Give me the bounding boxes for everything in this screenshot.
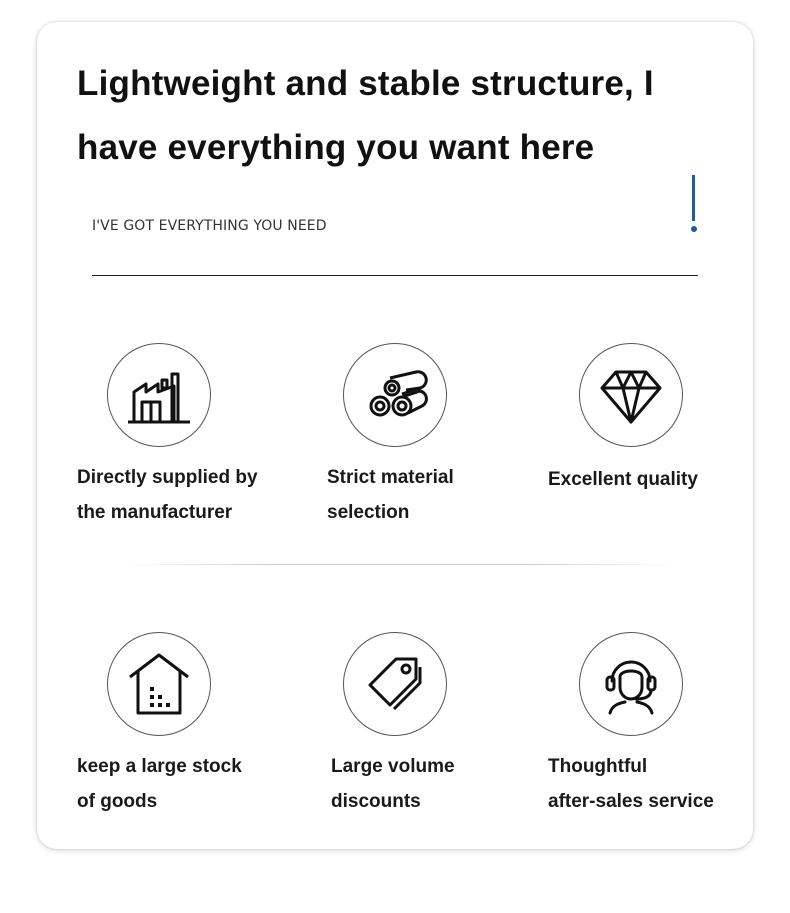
section-divider xyxy=(120,564,680,565)
headline-line-1: Lightweight and stable structure, I xyxy=(77,64,654,103)
diamond-icon xyxy=(579,343,683,447)
accent-exclamation-bar xyxy=(692,175,695,221)
subtitle: I'VE GOT EVERYTHING YOU NEED xyxy=(92,218,327,234)
feature-label-4: keep a large stock of goods xyxy=(77,756,242,812)
accent-exclamation-dot xyxy=(691,226,697,232)
feature-label-5: Large volume discounts xyxy=(331,756,455,812)
feature-label-3: Excellent quality xyxy=(548,469,698,490)
price-tag-icon xyxy=(343,632,447,736)
factory-icon xyxy=(107,343,211,447)
feature-label-1: Directly supplied by the manufacturer xyxy=(77,467,258,523)
warehouse-icon xyxy=(107,632,211,736)
feature-label-2: Strict material selection xyxy=(327,467,454,523)
pipes-icon xyxy=(343,343,447,447)
feature-label-6: Thoughtful after-sales service xyxy=(548,756,714,812)
headline xyxy=(77,52,717,180)
headset-agent-icon xyxy=(579,632,683,736)
header-rule xyxy=(92,275,698,276)
headline-line-2: have everything you want here xyxy=(77,128,595,167)
